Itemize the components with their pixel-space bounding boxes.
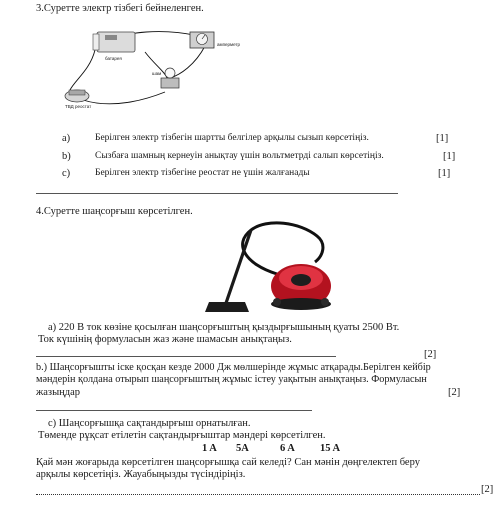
q4-a-line2: Ток күшінің формуласын жаз және шамасын анықтаңыз. xyxy=(38,334,292,345)
q4-a-line1: a) 220 В ток көзіне қосылған шаңсорғыштың қыздырғышының қуаты 2500 Вт. xyxy=(48,322,400,333)
q4-c-line2: Төменде рұқсат етілетін сақтандырғыштар мәндері көрсетілген. xyxy=(38,430,326,441)
q4-c-line3: Қай мән жоғарыда көрсетілген шаңсорғышқа сай келеді? Сан мәнін дөңгелектеп беру xyxy=(36,457,420,468)
q4-b-line3: жазыңдар xyxy=(36,387,80,398)
lamp-icon xyxy=(161,68,179,88)
rheostat-label: ТВД реостат xyxy=(65,104,92,109)
q3-item-b-mark: [1] xyxy=(443,151,456,162)
fuse-value-2: 5A xyxy=(236,443,249,454)
q4-c-line1: c) Шаңсорғышқа сақтандырғыш орнатылған. xyxy=(48,418,251,429)
q4-b-line1: b.) Шаңсорғышты іске қосқан кезде 2000 Дж мөлшерінде жұмыс атқарады.Берілген кейбір xyxy=(36,362,431,373)
q3-item-b-text: Сызбаға шамның кернеуін анықтау үшін вольтметрді салып көрсетіңіз. xyxy=(95,151,384,161)
q3-item-a-letter: a) xyxy=(62,133,71,144)
q3-item-a-mark: [1] xyxy=(436,133,449,144)
q3-item-c-letter: c) xyxy=(62,168,71,179)
battery-label: батарея xyxy=(105,56,122,61)
circuit-figure xyxy=(55,20,270,112)
fuse-value-4: 15 A xyxy=(320,443,341,454)
q4-title: 4.Суретте шаңсорғыш көрсетілген. xyxy=(36,206,193,217)
q3-item-c-mark: [1] xyxy=(438,168,451,179)
q4-a-mark: [2] xyxy=(424,349,437,360)
ammeter-label: амперметр xyxy=(217,42,241,47)
q3-answer-line xyxy=(36,193,398,194)
q4-c-mark: [2] xyxy=(481,484,494,495)
q3-item-a-text: Берілген электр тізбегін шартты белгілер арқылы сызып көрсетіңіз. xyxy=(95,133,369,143)
vacuum-cleaner-icon xyxy=(271,264,331,310)
q3-item-c-text: Берілген электр тізбегіне реостат не үшін жалғанады xyxy=(95,168,310,178)
q4-c-answer-line xyxy=(36,494,480,495)
q4-b-answer-line xyxy=(36,410,312,411)
q4-b-line2: мәндерін қолдана отырып шаңсорғыштың жұмыс істеу уақытын анықтаңыз. Формуласын xyxy=(36,374,427,385)
vacuum-cleaner-figure xyxy=(205,216,340,320)
q4-c-line4: арқылы көрсетіңіз. Жауабыңызды түсіндіріңіз. xyxy=(36,469,246,480)
q3-title: 3.Суретте электр тізбегі бейнеленген. xyxy=(36,3,204,14)
rheostat-icon xyxy=(65,90,89,102)
ammeter-icon xyxy=(190,32,214,48)
fuse-value-3: 6 A xyxy=(280,443,295,454)
q4-b-mark: [2] xyxy=(448,387,461,398)
battery-icon xyxy=(93,32,135,52)
q3-item-b-letter: b) xyxy=(62,151,71,162)
lamp-label: шам xyxy=(152,71,162,76)
fuse-value-1: 1 A xyxy=(202,443,217,454)
q4-a-answer-line xyxy=(36,356,336,357)
